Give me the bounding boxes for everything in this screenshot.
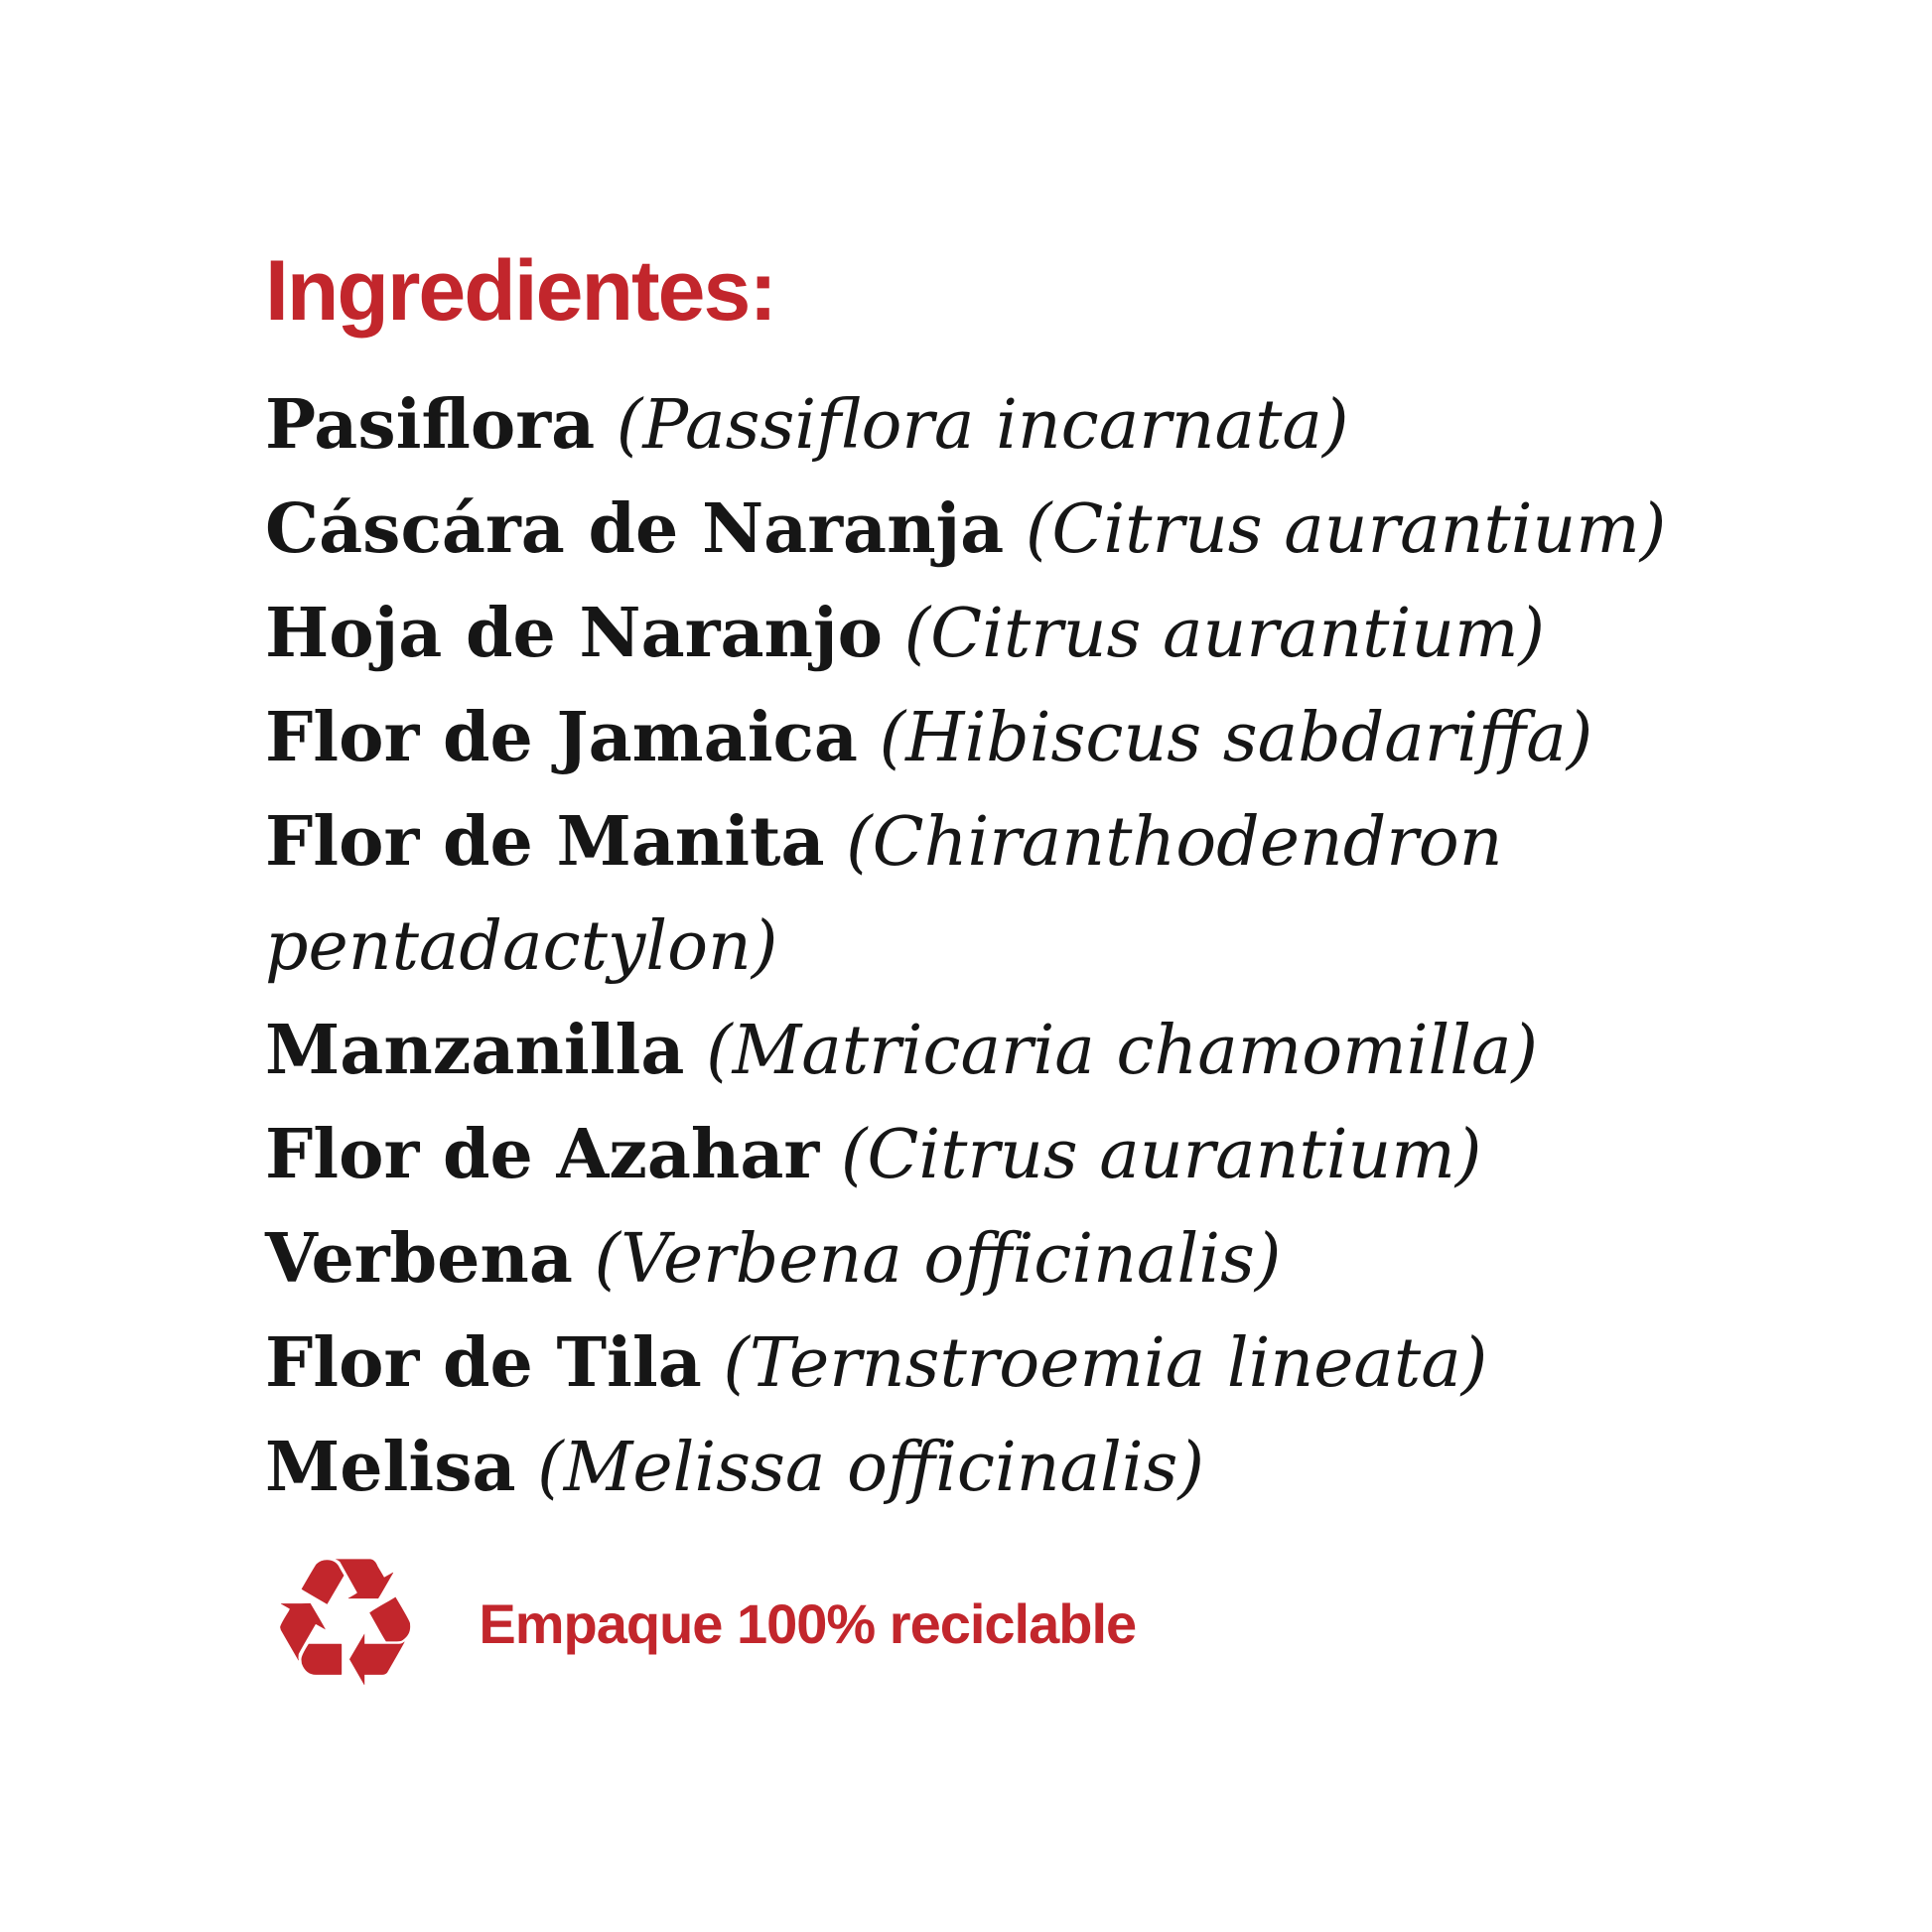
ingredients-list bbox=[265, 373, 1814, 1520]
ingredient-name: Pasiflora bbox=[265, 385, 596, 465]
ingredient-item bbox=[265, 686, 1814, 790]
ingredient-scientific-name: (Citrus aurantium) bbox=[1025, 490, 1667, 569]
ingredient-scientific-name: (Hibiscus sabdariffa) bbox=[879, 699, 1593, 777]
label-content bbox=[265, 243, 1814, 1727]
ingredient-scientific-name: (Melissa officinalis) bbox=[537, 1429, 1204, 1507]
ingredient-name: Hoja de Naranjo bbox=[265, 594, 883, 673]
ingredient-scientific-name: (Verbena officinalis) bbox=[594, 1220, 1282, 1299]
ingredient-name: Flor de Azahar bbox=[265, 1115, 820, 1194]
ingredient-scientific-name: (Matricaria chamomilla) bbox=[706, 1012, 1539, 1090]
recyclable-badge bbox=[265, 1520, 1814, 1727]
ingredients-title: Ingredientes: bbox=[265, 243, 775, 339]
ingredient-item bbox=[265, 1103, 1814, 1207]
ingredient-name: Manzanilla bbox=[265, 1011, 685, 1090]
recycling-icon: ♻ bbox=[265, 1520, 426, 1727]
ingredient-scientific-name: (Citrus aurantium) bbox=[840, 1116, 1482, 1194]
ingredient-item bbox=[265, 582, 1814, 686]
ingredient-scientific-name: (Chiranthodendron pentadactylon) bbox=[265, 803, 1503, 986]
ingredient-scientific-name: (Passiflora incarnata) bbox=[616, 386, 1349, 465]
recyclable-label: Empaque 100% reciclable bbox=[479, 1592, 1137, 1655]
ingredient-name: Flor de Manita bbox=[265, 802, 825, 882]
ingredient-name: Flor de Tila bbox=[265, 1323, 702, 1403]
ingredient-item bbox=[265, 373, 1814, 478]
ingredient-item bbox=[265, 1207, 1814, 1311]
ingredient-name: Verbena bbox=[265, 1219, 573, 1299]
ingredient-scientific-name: (Ternstroemia lineata) bbox=[723, 1324, 1488, 1403]
ingredient-item bbox=[265, 1311, 1814, 1416]
ingredient-item bbox=[265, 999, 1814, 1103]
ingredient-item bbox=[265, 478, 1814, 582]
ingredient-name: Cáscára de Naranja bbox=[265, 489, 1005, 569]
ingredient-item bbox=[265, 1416, 1814, 1520]
ingredient-name: Melisa bbox=[265, 1428, 516, 1507]
ingredient-item bbox=[265, 790, 1814, 999]
ingredient-name: Flor de Jamaica bbox=[265, 698, 858, 777]
ingredient-scientific-name: (Citrus aurantium) bbox=[903, 595, 1546, 673]
